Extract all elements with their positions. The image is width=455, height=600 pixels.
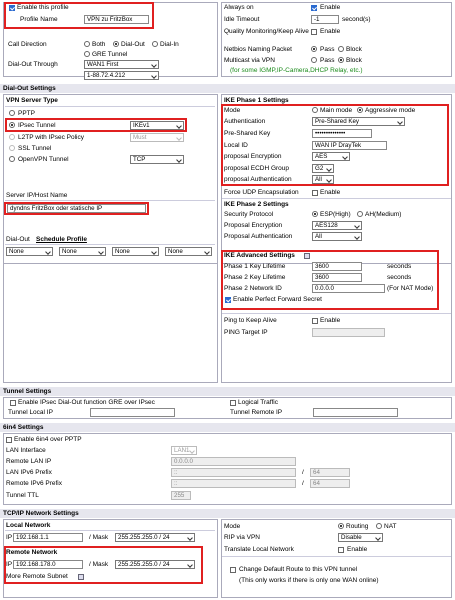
ipsec-ike-select[interactable]: IKEv1: [130, 121, 184, 130]
routing-label: Routing: [346, 523, 369, 530]
lan-prefix-slash: /: [302, 469, 304, 476]
tunnel-remote-ip-input[interactable]: [313, 408, 398, 417]
tcpip-right-panel: [221, 519, 452, 598]
call-both-label: Both: [92, 41, 106, 48]
proposal-auth-select[interactable]: All: [312, 175, 334, 184]
schedule-select-3[interactable]: None: [112, 247, 159, 256]
divider: [222, 556, 451, 557]
esp-label: ESP(High): [320, 211, 351, 218]
p2-network-id-input[interactable]: 0.0.0.0: [312, 284, 385, 293]
remote-lan-ip-label: Remote LAN IP: [6, 458, 52, 465]
local-ip-input[interactable]: 192.168.1.1: [13, 533, 83, 542]
proposal-encryption-select[interactable]: AES: [312, 152, 350, 161]
p1-seconds-label: seconds: [387, 263, 412, 270]
main-mode-radio[interactable]: [312, 107, 318, 113]
p2-auth-label: Proposal Authentication: [224, 233, 293, 240]
pfs-checkbox[interactable]: [225, 297, 231, 303]
ping-target-label: PING Target IP: [224, 329, 268, 336]
remote-network-title: Remote Network: [6, 549, 58, 556]
translate-enable-label: Enable: [347, 546, 368, 553]
dial-out-ip-select[interactable]: 1-88.72.4.212: [84, 71, 159, 80]
remote-ipv6-length-input[interactable]: 64: [310, 479, 350, 488]
pfs-label: Enable Perfect Forward Secret: [233, 296, 322, 303]
always-on-label: Always on: [224, 4, 254, 11]
force-udp-label: Force UDP Encapsulation: [224, 189, 299, 196]
gre-tunnel-radio[interactable]: [84, 51, 90, 57]
ipsec-label: IPsec Tunnel: [18, 122, 56, 129]
schedule-profile-link[interactable]: Schedule Profile: [36, 236, 87, 243]
logical-traffic-label: Logical Traffic: [238, 399, 278, 406]
lan-ipv6-prefix-label: LAN IPv6 Prefix: [6, 469, 52, 476]
quality-monitoring-checkbox[interactable]: [311, 29, 317, 35]
divider: [222, 313, 451, 314]
security-protocol-label: Security Protocol: [224, 211, 274, 218]
p1-lifetime-input[interactable]: 3600: [312, 262, 362, 271]
local-network-title: Local Network: [6, 522, 51, 529]
logical-traffic-checkbox[interactable]: [230, 400, 236, 406]
tunnel-local-ip-input[interactable]: [90, 408, 175, 417]
multicast-block-label: Block: [346, 57, 362, 64]
main-mode-label: Main mode: [320, 107, 353, 114]
proposal-auth-label: proposal Authentication: [224, 176, 292, 183]
netbios-pass-radio[interactable]: [311, 46, 317, 52]
always-on-enable-label: Enable: [320, 4, 341, 11]
tunnel-settings-header: Tunnel Settings: [0, 387, 455, 396]
local-ip-label: IP: [6, 534, 13, 541]
tcpip-settings-header: TCP/IP Network Settings: [0, 509, 455, 518]
p2-encryption-select[interactable]: AES128: [312, 221, 362, 230]
dialout-settings-header: Dial-Out Settings: [0, 84, 455, 93]
openvpn-radio[interactable]: [9, 156, 15, 162]
p2-encryption-label: Proposal Encryption: [224, 222, 283, 229]
vpn-panel-lower: [3, 240, 218, 383]
tunnel-local-ip-label: Tunnel Local IP: [8, 409, 53, 416]
local-mask-select[interactable]: 255.255.255.0 / 24: [115, 533, 195, 542]
ipsec-radio[interactable]: [9, 122, 15, 128]
divider: [5, 106, 215, 107]
ah-radio[interactable]: [357, 211, 363, 217]
idle-seconds-label: second(s): [342, 16, 371, 23]
openvpn-protocol-select[interactable]: TCP: [130, 155, 184, 164]
schedule-prefix-label: Dial-Out: [6, 236, 30, 243]
schedule-select-2[interactable]: None: [59, 247, 106, 256]
more-subnet-icon[interactable]: [78, 574, 84, 580]
gre-over-ipsec-checkbox[interactable]: [10, 400, 16, 406]
call-dialout-label: Dial-Out: [121, 41, 145, 48]
l2tp-radio[interactable]: [9, 134, 15, 140]
change-default-route-checkbox[interactable]: [230, 567, 236, 573]
netbios-block-label: Block: [346, 46, 362, 53]
lan-interface-select[interactable]: LAN1: [171, 446, 197, 455]
ah-label: AH(Medium): [365, 211, 402, 218]
force-udp-checkbox[interactable]: [312, 190, 318, 196]
netbios-pass-label: Pass: [320, 46, 335, 53]
remote-ipv6-prefix-label: Remote IPv6 Prefix: [6, 480, 62, 487]
quality-monitoring-label: Quality Monitoring/Keep Alive: [224, 28, 309, 35]
ike-phase2-title: IKE Phase 2 Settings: [224, 201, 289, 208]
tunnel-ttl-label: Tunnel TTL: [6, 492, 39, 499]
tunnel-remote-ip-label: Tunnel Remote IP: [230, 409, 283, 416]
change-default-route-note: (This only works if there is only one WAN online): [239, 577, 379, 584]
sixin4-settings-header: 6in4 Settings: [0, 423, 455, 432]
lan-ipv6-length-input[interactable]: 64: [310, 468, 350, 477]
enable-6in4-checkbox[interactable]: [6, 437, 12, 443]
call-dialin-label: Dial-In: [160, 41, 179, 48]
remote-lan-ip-input[interactable]: 0.0.0.0: [171, 457, 296, 466]
authentication-select[interactable]: Pre-Shared Key: [312, 117, 405, 126]
force-udp-enable-label: Enable: [320, 189, 341, 196]
nat-label: NAT: [384, 523, 397, 530]
divider: [5, 530, 215, 531]
enable-6in4-label: Enable 6in4 over PPTP: [14, 436, 82, 443]
remote-prefix-slash: /: [302, 480, 304, 487]
call-both-radio[interactable]: [84, 41, 90, 47]
schedule-select-1[interactable]: None: [6, 247, 53, 256]
remote-ip-input[interactable]: 192.168.178.0: [13, 560, 83, 569]
proposal-encryption-label: proposal Encryption: [224, 153, 282, 160]
lan-ipv6-prefix-input[interactable]: ::: [171, 468, 296, 477]
gre-tunnel-label: GRE Tunnel: [92, 51, 128, 58]
p2-seconds-label: seconds: [387, 274, 412, 281]
multicast-label: Multicast via VPN: [224, 57, 275, 64]
l2tp-label: L2TP with IPsec Policy: [18, 134, 84, 141]
profile-name-input[interactable]: VPN zu FritzBox: [84, 15, 149, 24]
netbios-block-radio[interactable]: [338, 46, 344, 52]
local-id-label: Local ID: [224, 142, 248, 149]
translate-local-checkbox[interactable]: [338, 547, 344, 553]
info-icon[interactable]: [304, 253, 310, 259]
l2tp-policy-select[interactable]: Must: [130, 133, 184, 142]
netbios-label: Netbios Naming Packet: [224, 46, 292, 53]
aggressive-mode-radio[interactable]: [357, 107, 363, 113]
remote-mask-label: / Mask: [89, 561, 109, 568]
enable-profile-checkbox[interactable]: [9, 5, 15, 11]
call-direction-label: Call Direction: [8, 41, 47, 48]
ping-enable-label: Enable: [320, 317, 341, 324]
psk-input[interactable]: ••••••••••••••: [312, 129, 372, 138]
dial-out-through-label: Dial-Out Through: [8, 61, 58, 68]
divider: [5, 200, 215, 201]
tunnel-ttl-input[interactable]: 255: [171, 491, 191, 500]
p2-lifetime-label: Phase 2 Key Lifetime: [224, 274, 286, 281]
translate-local-label: Translate Local Network: [224, 546, 294, 553]
for-nat-label: (For NAT Mode): [387, 285, 434, 292]
psk-label: Pre-Shared Key: [224, 130, 271, 137]
multicast-note: (for some IGMP,IP-Camera,DHCP Relay, etc.): [230, 67, 363, 74]
openvpn-label: OpenVPN Tunnel: [18, 156, 69, 163]
pptp-radio[interactable]: [9, 110, 15, 116]
call-dialout-radio[interactable]: [113, 41, 119, 47]
always-on-checkbox[interactable]: [311, 5, 317, 11]
p2-auth-select[interactable]: All: [312, 232, 362, 241]
ssl-label: SSL Tunnel: [18, 145, 52, 152]
authentication-label: Authentication: [224, 118, 266, 125]
server-ip-label: Server IP/Host Name: [6, 192, 68, 199]
p2-network-id-label: Phase 2 Network ID: [224, 285, 282, 292]
vpn-server-type-title: VPN Server Type: [6, 97, 58, 104]
ecdh-group-select[interactable]: G2: [312, 164, 334, 173]
routing-radio[interactable]: [338, 523, 344, 529]
ecdh-group-label: proposal ECDH Group: [224, 165, 290, 172]
local-mask-label: / Mask: [89, 534, 109, 541]
p2-lifetime-input[interactable]: 3600: [312, 273, 362, 282]
esp-radio[interactable]: [312, 211, 318, 217]
pptp-label: PPTP: [18, 110, 35, 117]
multicast-pass-radio[interactable]: [311, 57, 317, 63]
ike-advanced-title: IKE Advanced Settings: [224, 252, 295, 259]
multicast-pass-label: Pass: [320, 57, 335, 64]
remote-ipv6-prefix-input[interactable]: ::: [171, 479, 296, 488]
more-remote-subnet-label: More Remote Subnet: [6, 573, 68, 580]
remote-ip-label: IP: [6, 561, 13, 568]
ping-target-input[interactable]: [312, 328, 385, 337]
multicast-block-radio[interactable]: [338, 57, 344, 63]
gre-over-ipsec-label: Enable IPsec Dial-Out function GRE over IPsec: [18, 399, 155, 406]
aggressive-mode-label: Aggressive mode: [365, 107, 416, 114]
divider: [222, 198, 451, 199]
profile-name-label: Profile Name: [20, 16, 58, 23]
ping-keepalive-checkbox[interactable]: [312, 318, 318, 324]
enable-profile-label: Enable this profile: [17, 4, 69, 11]
p1-lifetime-label: Phase 1 Key Lifetime: [224, 263, 286, 270]
server-ip-input[interactable]: dyndns FritzBox oder statische IP: [7, 204, 146, 213]
local-id-input[interactable]: WAN IP DrayTek: [312, 141, 387, 150]
call-dialin-radio[interactable]: [152, 41, 158, 47]
ssl-radio[interactable]: [9, 145, 15, 151]
dial-out-through-select[interactable]: WAN1 First: [84, 60, 159, 69]
lan-interface-label: LAN Interface: [6, 447, 46, 454]
schedule-select-4[interactable]: None: [165, 247, 212, 256]
nat-radio[interactable]: [376, 523, 382, 529]
idle-timeout-input[interactable]: -1: [311, 15, 339, 24]
tcpip-mode-label: Mode: [224, 523, 241, 530]
ping-keepalive-label: Ping to Keep Alive: [224, 317, 277, 324]
idle-timeout-label: Idle Timeout: [224, 16, 260, 23]
change-default-route-label: Change Default Route to this VPN tunnel: [239, 566, 358, 573]
remote-mask-select[interactable]: 255.255.255.0 / 24: [115, 560, 195, 569]
ike-mode-label: Mode: [224, 107, 241, 114]
quality-enable-label: Enable: [320, 28, 341, 35]
ike-phase1-title: IKE Phase 1 Settings: [224, 97, 289, 104]
rip-via-vpn-label: RIP via VPN: [224, 534, 261, 541]
rip-via-vpn-select[interactable]: Disable: [338, 533, 383, 542]
